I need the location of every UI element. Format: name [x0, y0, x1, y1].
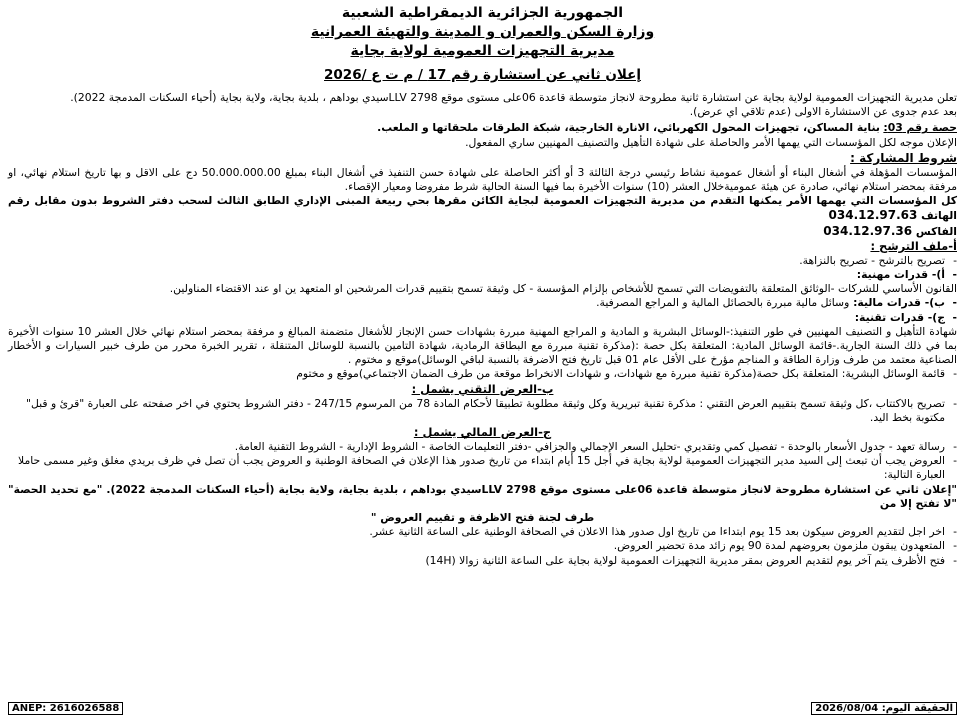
fax-number: 034.12.97.36 — [823, 223, 913, 238]
fax-line — [8, 224, 957, 239]
announcement-title: إعلان ثاني عن استشارة رقم 17 / م ت ع /2026 — [324, 67, 641, 83]
fin-offer-text2: - العروض يجب أن تبعث إلى السيد مدير التجهيزات العمومية لولاية بجاية في أجل 15 أيام ابتداء من تاريخ صدور هذا الإعلان في الصحافة الوطنية و العروض يجب أن تصل في ظرف بريدي مغلق وغير مسمى حاملا العبارة التالية: — [8, 454, 957, 482]
dossier-item1: - تصريح بالترشح - تصريح بالنزاهة. — [8, 254, 957, 268]
deadline-item3: - فتح الأظرف يتم آخر يوم لتقديم العروض بمقر مديرية التجهيزات العمومية لولاية بجاية على الساعة الثانية زوالا (14H) — [8, 554, 957, 568]
deadline-item1: - اخر اجل لتقديم العروض سيكون بعد 15 يوم ابتداءا من تاريخ اول صدور هذا الاعلان في الصحافة الوطنية على الساعة الثانية عشر. — [8, 525, 957, 539]
header-directorate: مديرية التجهيزات العمومية لولاية بجاية — [350, 43, 615, 59]
lot-text: بناية المساكن، تجهيزات المحول الكهربائي، الانارة الخارجية، شبكة الطرقات ملحقاتها و الملعب. — [377, 121, 880, 135]
date-value: 2026/08/04 — [815, 703, 879, 714]
header-ministry: وزارة السكن والعمران و المدينة والتهيئة العمرانية — [310, 24, 655, 40]
prof-text: القانون الأساسي للشركات -الوثائق المتعلقة بالتفويضات التي تسمح للأشخاص بإلزام المؤسسة - كل وثيقة تسمح بتقييم قدرات المرشحين او المتعهد ين او عند الاقتضاء المناولين. — [169, 282, 957, 296]
publication-date — [811, 702, 957, 715]
tech-offer-text: - تصريح بالاكتتاب ،كل وثيقة تسمح بتقييم العرض التقني : مذكرة تقنية تبريرية وكل وثيقة مطلوبة تطبيقا لأحكام المادة 78 من المرسوم 247/15 - دفتر الشروط يحتوي في اخر صفحته على العبارة "قرئ و قبل" مكتوبة بخط اليد. — [8, 397, 957, 425]
withdraw-text: كل المؤسسات التي يهمها الأمر يمكنها التقدم من مديرية التجهيزات العمومية لبجاية الكائن مقرها بحي ربيعة المبنى الإداري الطابق الثالث لسحب دفتر الشروط بدون مقابل رقم الهاتف — [8, 194, 957, 223]
tech-offer-heading: ب-العرض التقني يشمل : — [411, 381, 554, 396]
fin-offer-text1: - رسالة تعهد - جدول الأسعار بالوحدة - تفصيل كمي وتقديري -تحليل السعر الإجمالي والجزافي -دفتر التعليمات الخاصة - الشروط الإدارية - الشروط التقنية العامة. — [8, 440, 957, 454]
prof-heading: - أ)- قدرات مهنية: — [8, 268, 957, 282]
tech-text: شهادة التأهيل و التصنيف المهنيين في طور التنفيذ:-الوسائل البشرية و المادية و المراجع المهنية مبررة بشهادات حسن الإنجاز للأشغال متضمنة المبالغ و مرفقة بمحضر استلام نهائي خلال العشر 10 سنوات الأخيرة بما في ذلك السنة الجارية.-قائمة الوسائل المادية: المتعلقة بكل حصة :(مذكرة تقنية مبررة مع البطاقة الرمادية، شهادة التامين بالنسبة للوسائل المتنقلة ، تقرير الخبرة محرر من طرف خبير السيارات و الأخطار الصناعية معتمد من طرف وزارة الطاقة و المناجم مؤرخ على الأقل عام 01 قبل تاريخ فتح الاضرفة بالنسبة لباقي الوسائل)موقع و مختوم . — [8, 324, 957, 367]
dossier-heading: أ-ملف الترشح : — [870, 238, 957, 253]
conditions-heading: شروط المشاركة : — [850, 150, 957, 165]
intro-text: تعلن مديرية التجهيزات العمومية لولاية بجاية عن استشارة ثانية مطروحة لانجاز متوسطة قاعدة 06على مستوى موقع LLV 2798سيدي بوداهم ، بلدية بجاية، ولاية بجاية (أحياء السكنات المدمجة 2022). — [70, 91, 957, 104]
date-label: الحقيقة اليوم: — [881, 703, 953, 714]
fin-offer-text4: طرف لجنة فتح الاظرفة و تقييم العروض " — [370, 511, 595, 525]
conditions-para1: المؤسسات المؤهلة في أشغال البناء أو أشغال عمومية نشاط رئيسي درجة الثالثة 3 أو أكثر الحاصلة على شهادة حسن التنفيذ في أشغال البناء بمبلغ 50.000.000.00 دج على الاقل و بها تاريخ استلام نهائي، او مرفقة بمحضر استلام نهائي، صادرة عن هيئة عموميةخلال العشر (10) سنوات الأخيرة بما فيها السنة الحالية شرط مفروضا ومعيار الإقصاء. — [8, 165, 957, 194]
tech-text2: - قائمة الوسائل البشرية: المتعلقة بكل حصة(مذكرة تقنية مبررة مع شهادات، و شهادات الانخراط موقعة من طرف الضمان الاجتماعي)موقع و مختوم — [8, 367, 957, 381]
fin-heading — [8, 296, 957, 310]
header-republic: الجمهورية الجزائرية الديمقراطية الشعبية — [341, 5, 624, 21]
footer — [8, 702, 957, 716]
tech-heading: - ج)- قدرات تقنية: — [8, 311, 957, 325]
audience-text: الإعلان موجه لكل المؤسسات التي يهمها الأمر والحاصلة على شهادة التأهيل والتصنيف المهنيين ساري المفعول. — [465, 135, 957, 149]
fin-offer-text3: "إعلان ثاني عن استشارة مطروحة لانجاز متوسطة قاعدة 06على مستوى موقع LLV 2798سيدي بوداهم ، بلدية بجاية، ولاية بجاية (أحياء السكنات المدمجة 2022). "مع تحديد الحصة" "لا تفتح إلا من — [8, 482, 957, 510]
phone-number: 034.12.97.63 — [828, 208, 918, 223]
conditions-para2 — [8, 194, 957, 223]
fin-offer-heading: ج-العرض المالي يشمل : — [413, 425, 552, 440]
fin-text: وسائل مالية مبررة بالحصائل المالية و المراجع المصرفية. — [596, 296, 850, 310]
fax-label: الفاكس — [915, 224, 957, 238]
intro-line2: بعد عدم جدوى عن الاستشارة الاولى (عدم تلاقي اي عرض). — [689, 105, 957, 119]
lot-line — [8, 121, 957, 135]
fin-heading-label: ب)- قدرات مالية: — [853, 296, 945, 310]
header — [8, 4, 957, 61]
lot-label: حصة رقم 03: — [883, 121, 957, 135]
deadline-item2: - المتعهدون يبقون ملزمون بعروضهم لمدة 90 يوم زائد مدة تحضير العروض. — [8, 539, 957, 553]
anep-code: ANEP: 2616026588 — [8, 702, 123, 715]
